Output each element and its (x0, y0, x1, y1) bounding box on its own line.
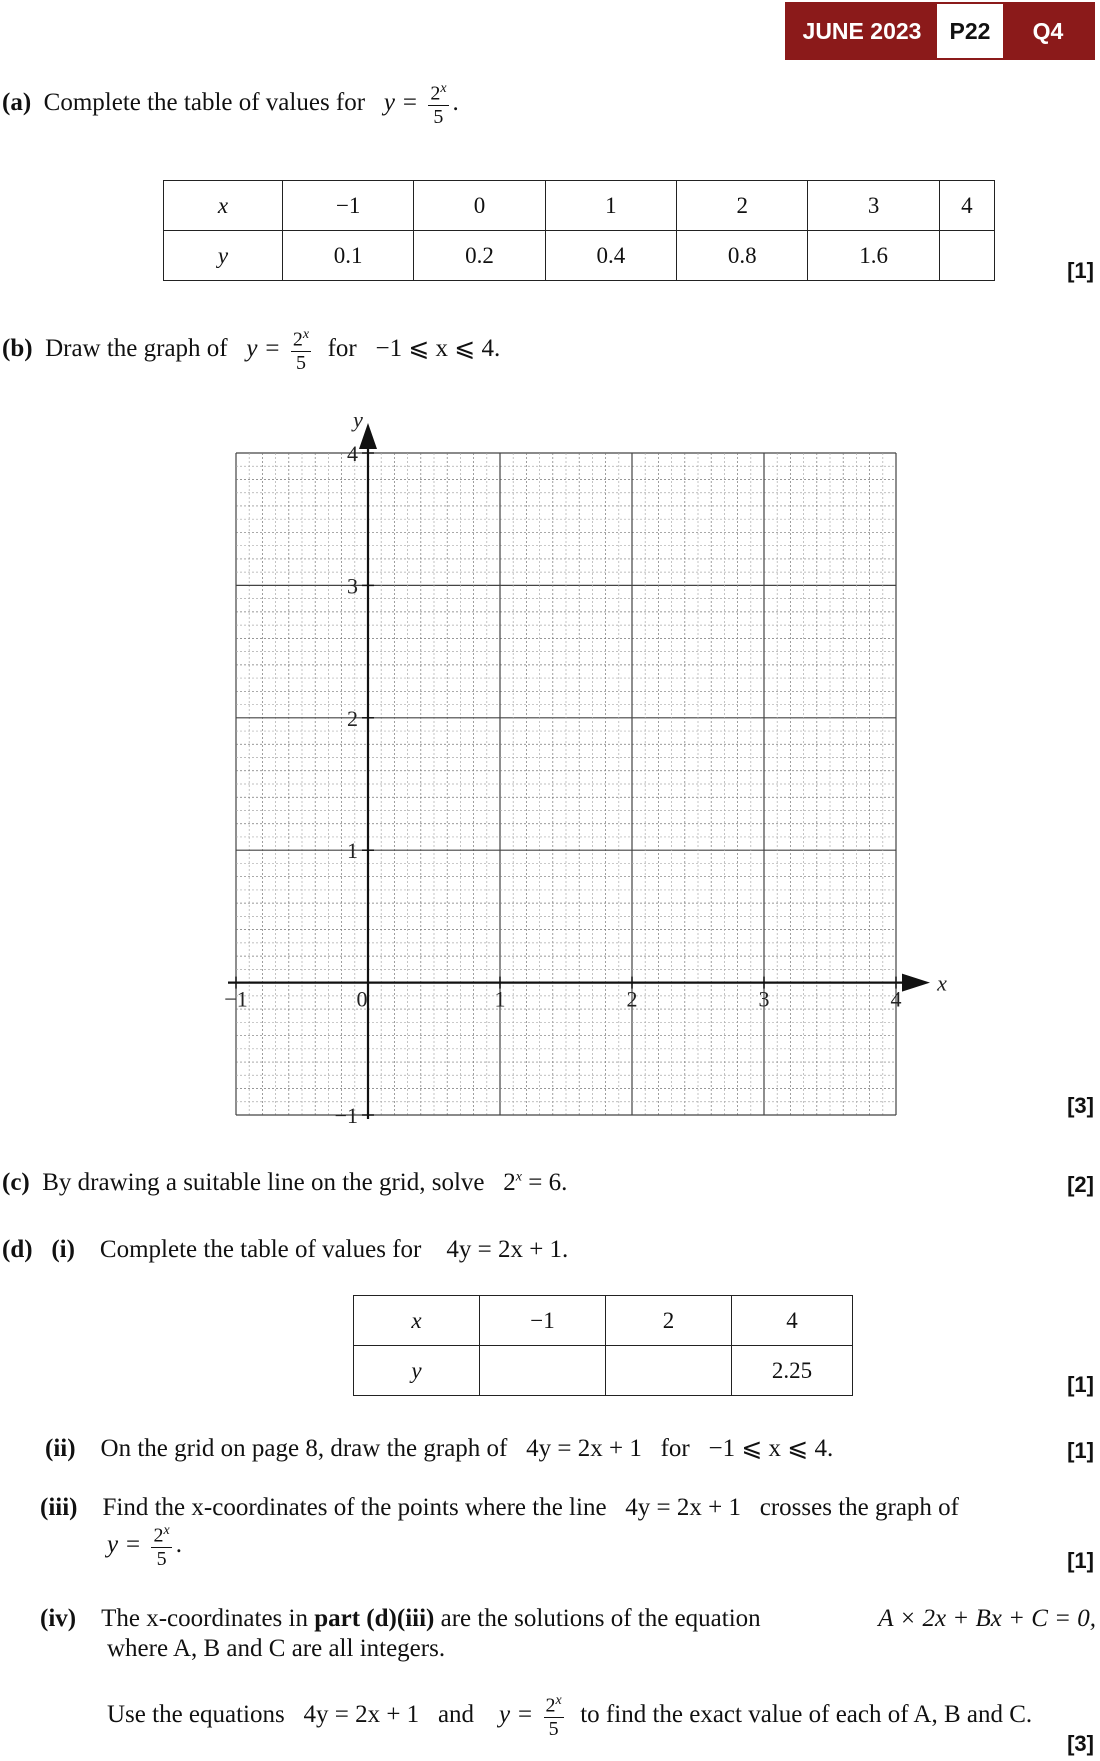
table-cell: 3 (808, 181, 939, 231)
table-cell: 4 (732, 1296, 853, 1346)
part-a-marks: [1] (1067, 258, 1094, 283)
frac-num: 2 (292, 328, 303, 351)
x-axis-arrow (902, 974, 930, 992)
part-a-eq-lhs: y = (383, 89, 419, 117)
part-d-label: (d) (2, 1236, 33, 1263)
part-d-iii-question (40, 1493, 959, 1523)
table-cell: 2 (606, 1296, 732, 1346)
badge-paper: P22 (937, 4, 1003, 58)
x-tick-label: 0 (356, 986, 368, 1012)
frac-sup: x (555, 1693, 562, 1708)
part-d-i-eq: 4y = 2x + 1. (446, 1236, 569, 1263)
y-tick-label: 3 (347, 573, 358, 599)
part-d-iv-text2: are the solutions of the equation (440, 1605, 761, 1632)
part-b-label: (b) (2, 335, 33, 363)
part-c-eq-base: 2 (503, 1169, 516, 1196)
part-d-iii-text1: Find the x-coordinates of the points where the line (102, 1494, 607, 1521)
answer-cell[interactable] (606, 1346, 732, 1396)
part-d-iii-label: (iii) (40, 1494, 78, 1521)
part-a-fraction (428, 82, 448, 127)
table-header-y: y (354, 1346, 480, 1396)
table-cell: 2 (677, 181, 808, 231)
frac-num: 2 (545, 1694, 556, 1717)
part-a-question (2, 82, 459, 127)
part-d-iii-eq-lhs: y = (107, 1531, 142, 1559)
answer-cell[interactable] (480, 1346, 606, 1396)
part-d-iii-equation (107, 1524, 182, 1569)
table-cell: 0.2 (414, 231, 545, 281)
paper-reference-badge (785, 2, 1095, 60)
tick-labels (224, 407, 947, 1128)
part-d-iv-text1: The x-coordinates in (101, 1605, 308, 1632)
part-d-i-question (2, 1235, 568, 1265)
frac-sup: x (163, 1523, 170, 1538)
table-cell: −1 (480, 1296, 606, 1346)
table-cell: 0.1 (283, 231, 414, 281)
part-d-iv-label: (iv) (40, 1605, 77, 1632)
frac-den: 5 (156, 1547, 167, 1570)
table-cell: 4 (939, 181, 994, 231)
table-header-x: x (354, 1296, 480, 1346)
badge-question: Q4 (1032, 17, 1064, 44)
frac-sup: x (440, 81, 447, 96)
badge-session: JUNE 2023 (802, 17, 922, 44)
part-d-table (353, 1295, 853, 1396)
part-b-range-word: for (327, 335, 357, 363)
x-tick-label: 1 (494, 986, 506, 1012)
part-a-end: . (452, 89, 459, 117)
part-d-iv-eq-lhs: y = (499, 1701, 534, 1729)
part-b-fraction (291, 328, 311, 373)
frac-den: 5 (548, 1717, 559, 1740)
part-d-iv-use-text: Use the equations (107, 1701, 285, 1729)
part-d-iii-text2: crosses the graph of (759, 1494, 959, 1521)
table-cell: 0 (414, 181, 545, 231)
part-b-question (2, 328, 500, 373)
part-d-iii-eq: 4y = 2x + 1 (625, 1494, 741, 1521)
table-row (164, 231, 995, 281)
part-a-table (163, 180, 995, 281)
part-d-ii-question (45, 1434, 833, 1464)
y-tick-label: 2 (347, 705, 358, 731)
table-cell: 1.6 (808, 231, 939, 281)
table-cell: 0.4 (545, 231, 676, 281)
part-b-eq-lhs: y = (246, 335, 281, 363)
part-b-marks: [3] (1067, 1093, 1094, 1118)
table-header-x: x (164, 181, 283, 231)
part-d-i-text: Complete the table of values for (99, 1236, 422, 1263)
part-d-iv-use-eq1: 4y = 2x + 1 (303, 1701, 420, 1729)
part-c-eq-sup: x (515, 1169, 522, 1185)
part-d-ii-label: (ii) (45, 1435, 76, 1462)
y-axis-label: y (353, 407, 363, 432)
part-d-iii-fraction (151, 1524, 171, 1569)
table-cell: 0.8 (677, 231, 808, 281)
frac-den: 5 (295, 351, 306, 374)
part-d-iv-use (107, 1694, 1032, 1739)
x-tick-label: 4 (890, 986, 902, 1012)
part-d-iii-end: . (175, 1531, 182, 1559)
part-d-ii-range-word: for (660, 1435, 690, 1462)
part-c-text: By drawing a suitable line on the grid, solve (42, 1169, 485, 1196)
table-row (354, 1296, 853, 1346)
part-d-ii-range: −1 ⩽ x ⩽ 4. (708, 1435, 834, 1462)
grid-lines (236, 453, 896, 1115)
y-tick-label: −1 (334, 1103, 358, 1128)
frac-den: 5 (433, 105, 444, 128)
table-header-y: y (164, 231, 283, 281)
frac-num: 2 (153, 1524, 164, 1547)
x-tick-label: −1 (224, 986, 248, 1012)
part-d-i-marks: [1] (1067, 1372, 1094, 1397)
part-c-eq-rest: = 6. (522, 1169, 568, 1196)
part-d-iv-question (40, 1604, 761, 1634)
table-row (164, 181, 995, 231)
part-b-range: −1 ⩽ x ⩽ 4. (375, 335, 501, 363)
part-d-ii-text: On the grid on page 8, draw the graph of (100, 1435, 508, 1462)
frac-sup: x (302, 327, 310, 342)
part-a-label: (a) (2, 89, 32, 117)
part-d-iv-line2: where A, B and C are all integers. (107, 1635, 446, 1662)
table-cell: 2.25 (732, 1346, 853, 1396)
part-d-iv-ref: part (d)(iii) (314, 1605, 435, 1632)
y-tick-label: 4 (347, 441, 358, 466)
table-cell: −1 (283, 181, 414, 231)
part-d-iv-use-and: and (437, 1701, 475, 1729)
part-d-ii-eq: 4y = 2x + 1 (526, 1435, 642, 1462)
part-b-text: Draw the graph of (45, 335, 228, 363)
part-d-iv-fraction (544, 1694, 564, 1739)
x-tick-label: 2 (626, 986, 638, 1012)
graph-grid[interactable] (0, 385, 1100, 1130)
part-d-ii-marks: [1] (1067, 1438, 1094, 1463)
part-d-iii-marks: [1] (1067, 1548, 1094, 1573)
part-a-text: Complete the table of values for (43, 89, 366, 117)
x-axis-label: x (937, 970, 947, 996)
frac-num: 2 (430, 82, 441, 105)
part-d-iv-equation: A × 2x + Bx + C = 0, (878, 1605, 1096, 1632)
answer-cell[interactable] (939, 231, 994, 281)
table-cell: 1 (545, 181, 676, 231)
part-d-iv-marks: [3] (1067, 1731, 1094, 1756)
part-c-marks: [2] (1067, 1172, 1094, 1197)
part-c-question (2, 1168, 567, 1198)
y-tick-label: 1 (347, 838, 358, 864)
table-row (354, 1346, 853, 1396)
x-tick-label: 3 (758, 986, 770, 1012)
part-c-label: (c) (2, 1169, 30, 1196)
part-d-iv-use-end: to find the exact value of each of A, B and C. (580, 1701, 1033, 1729)
part-d-i-label: (i) (51, 1236, 75, 1263)
